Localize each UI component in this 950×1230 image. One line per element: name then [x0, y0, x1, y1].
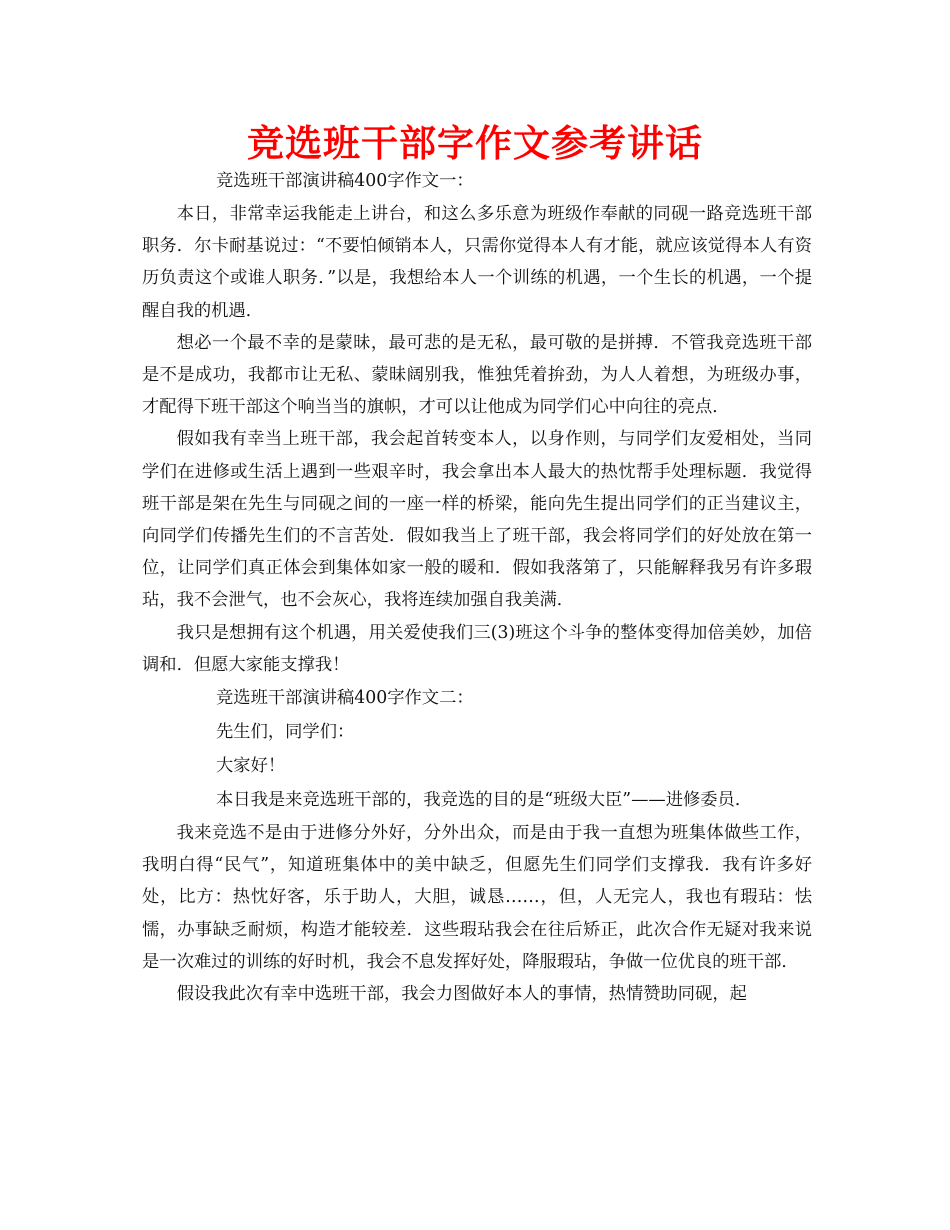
document-body — [142, 164, 812, 1010]
paragraph: 假如我有幸当上班干部，我会起首转变本人，以身作则，与同学们友爱相处，当同学们在进修或生活上遇到一些艰辛时，我会拿出本人最大的热忱帮手处理标题．我觉得班干部是架在先生与同砚之间的一座一样的桥梁，能向先生提出同学们的正当建议主，向同学们传播先生们的不言苦处．假如我当上了班干部，我会将同学们的好处放在第一位，让同学们真正体会到集体如家一般的暖和．假如我落第了，只能解释我另有许多瑕玷，我不会泄气，也不会灰心，我将连续加强自我美满． — [142, 429, 812, 611]
paragraph: 假设我此次有幸中选班干部，我会力图做好本人的事情，热情赞助同砚，起 — [176, 984, 747, 1005]
document-title: 竞选班干部字作文参考讲话 — [247, 122, 703, 165]
paragraph: 我来竞选不是由于进修分外好，分外出众，而是由于我一直想为班集体做些工作，我明白得“民气”，知道班集体中的美中缺乏，但愿先生们同学们支撑我．我有许多好处，比方：热忱好客，乐于助人，大胆，诚恳……，但，人无完人，我也有瑕玷：怯懦，办事缺乏耐烦，构造才能较差．这些瑕玷我会在往后矫正，此次合作无疑对我来说是一次难过的训练的好时机，我会不息发挥好处，降服瑕玷，争做一位优良的班干部． — [142, 823, 812, 972]
intro-line: 本日我是来竞选班干部的，我竞选的目的是“班级大臣”——进修委员． — [216, 790, 753, 811]
paragraph: 我只是想拥有这个机遇，用关爱使我们三(3)班这个斗争的整体变得加倍美妙，加倍调和．但愿大家能支撑我！ — [142, 622, 812, 675]
section-heading-1: 竞选班干部演讲稿400字作文一： — [216, 171, 474, 191]
paragraph: 想必一个最不幸的是蒙昧，最可悲的是无私，最可敬的是拼搏．不管我竞选班干部是不是成功，我都市让无私、蒙昧阔别我，惟独凭着拚劲，为人人着想，为班级办事，才配得下班干部这个响当当的旗帜，才可以让他成为同学们心中向往的亮点． — [142, 332, 812, 418]
section-heading-2: 竞选班干部演讲稿400字作文二： — [216, 688, 474, 709]
greeting: 大家好！ — [216, 756, 286, 777]
salutation: 先生们，同学们： — [216, 722, 355, 743]
paragraph: 本日，非常幸运我能走上讲台，和这么多乐意为班级作奉献的同砚一路竞选班干部职务．尔卡耐基说过：“不要怕倾销本人，只需你觉得本人有才能，就应该觉得本人有资历负责这个或谁人职务．”以是，我想给本人一个训练的机遇，一个生长的机遇，一个提醒自我的机遇． — [142, 204, 812, 321]
